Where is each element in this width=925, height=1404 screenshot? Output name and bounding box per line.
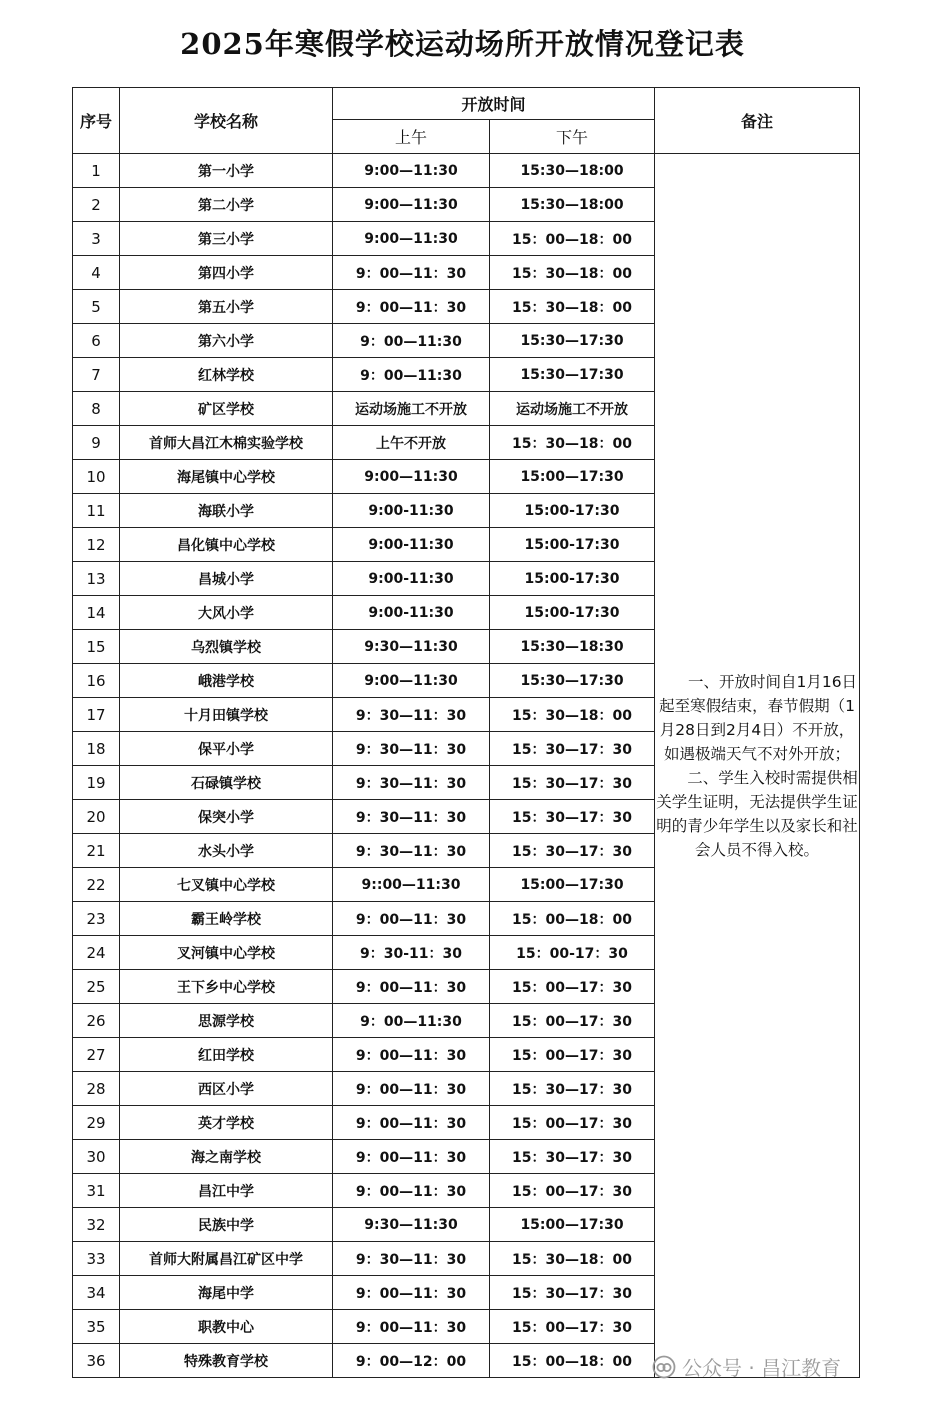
morning-hours: 9：00—12：00 — [333, 1344, 490, 1378]
afternoon-hours: 15:30—17:30 — [490, 664, 655, 698]
row-number: 5 — [73, 290, 120, 324]
row-number: 9 — [73, 426, 120, 460]
morning-hours: 9：00—11：30 — [333, 1310, 490, 1344]
remark-paragraph: 二、学生入校时需提供相关学生证明，无法提供学生证明的青少年学生以及家长和社会人员不得入校。 — [656, 768, 858, 859]
morning-hours: 9:00-11:30 — [333, 494, 490, 528]
afternoon-hours: 15：30—17：30 — [490, 1140, 655, 1174]
row-number: 7 — [73, 358, 120, 392]
afternoon-hours: 15：30—18：00 — [490, 698, 655, 732]
remark-cell — [655, 154, 860, 1378]
school-name: 西区小学 — [120, 1072, 333, 1106]
afternoon-hours: 15：00—17：30 — [490, 1106, 655, 1140]
school-name: 海尾镇中心学校 — [120, 460, 333, 494]
row-number: 19 — [73, 766, 120, 800]
afternoon-hours: 15:30—17:30 — [490, 324, 655, 358]
row-number: 32 — [73, 1208, 120, 1242]
afternoon-hours: 15:00-17:30 — [490, 596, 655, 630]
row-number: 34 — [73, 1276, 120, 1310]
morning-hours: 9：00—11：30 — [333, 290, 490, 324]
header-no: 序号 — [73, 88, 120, 154]
morning-hours: 9:30—11:30 — [333, 1208, 490, 1242]
afternoon-hours: 15:00—17:30 — [490, 460, 655, 494]
afternoon-hours: 15：30—17：30 — [490, 1276, 655, 1310]
morning-hours: 9：30—11：30 — [333, 1242, 490, 1276]
row-number: 29 — [73, 1106, 120, 1140]
school-name: 昌江中学 — [120, 1174, 333, 1208]
school-name: 霸王岭学校 — [120, 902, 333, 936]
row-number: 27 — [73, 1038, 120, 1072]
school-name: 矿区学校 — [120, 392, 333, 426]
row-number: 18 — [73, 732, 120, 766]
afternoon-hours: 15:00—17:30 — [490, 868, 655, 902]
school-name: 叉河镇中心学校 — [120, 936, 333, 970]
school-name: 第三小学 — [120, 222, 333, 256]
morning-hours: 9：30—11：30 — [333, 732, 490, 766]
school-name: 保平小学 — [120, 732, 333, 766]
school-name: 第二小学 — [120, 188, 333, 222]
school-name: 民族中学 — [120, 1208, 333, 1242]
morning-hours: 9:00—11:30 — [333, 188, 490, 222]
row-number: 21 — [73, 834, 120, 868]
row-number: 11 — [73, 494, 120, 528]
school-name: 昌化镇中心学校 — [120, 528, 333, 562]
morning-hours: 9：00—11：30 — [333, 1174, 490, 1208]
morning-hours: 9：00—11：30 — [333, 1276, 490, 1310]
registration-table — [72, 87, 860, 1378]
header-afternoon: 下午 — [490, 120, 655, 154]
table-row — [73, 154, 860, 188]
school-name: 乌烈镇学校 — [120, 630, 333, 664]
header-remark: 备注 — [655, 88, 860, 154]
school-name: 海之南学校 — [120, 1140, 333, 1174]
school-name: 首师大昌江木棉实验学校 — [120, 426, 333, 460]
school-name: 王下乡中心学校 — [120, 970, 333, 1004]
row-number: 26 — [73, 1004, 120, 1038]
row-number: 36 — [73, 1344, 120, 1378]
school-name: 红林学校 — [120, 358, 333, 392]
afternoon-hours: 15：30—17：30 — [490, 766, 655, 800]
school-name: 第六小学 — [120, 324, 333, 358]
morning-hours: 9：30-11：30 — [333, 936, 490, 970]
afternoon-hours: 15：30—17：30 — [490, 834, 655, 868]
school-name: 七叉镇中心学校 — [120, 868, 333, 902]
morning-hours: 9:30—11:30 — [333, 630, 490, 664]
row-number: 10 — [73, 460, 120, 494]
afternoon-hours: 15：00—17：30 — [490, 1004, 655, 1038]
morning-hours: 9::00—11:30 — [333, 868, 490, 902]
morning-hours: 9：00—11:30 — [333, 1004, 490, 1038]
morning-hours: 9：00—11：30 — [333, 1072, 490, 1106]
morning-hours: 9：00—11:30 — [333, 358, 490, 392]
row-number: 16 — [73, 664, 120, 698]
afternoon-hours: 15：30—18：00 — [490, 290, 655, 324]
morning-hours: 9:00—11:30 — [333, 222, 490, 256]
row-number: 6 — [73, 324, 120, 358]
row-number: 35 — [73, 1310, 120, 1344]
afternoon-hours: 15:30—18:00 — [490, 188, 655, 222]
row-number: 13 — [73, 562, 120, 596]
school-name: 思源学校 — [120, 1004, 333, 1038]
school-name: 第五小学 — [120, 290, 333, 324]
remark-paragraph: 一、开放时间自1月16日起至寒假结束，春节假期（1月28日到2月4日）不开放，如遇极端天气不对外开放； — [659, 672, 858, 763]
afternoon-hours: 15：00-17：30 — [490, 936, 655, 970]
morning-hours: 9:00—11:30 — [333, 664, 490, 698]
school-name: 峨港学校 — [120, 664, 333, 698]
row-number: 12 — [73, 528, 120, 562]
row-number: 4 — [73, 256, 120, 290]
school-name: 特殊教育学校 — [120, 1344, 333, 1378]
morning-hours: 9：00—11：30 — [333, 1038, 490, 1072]
afternoon-hours: 15：30—17：30 — [490, 800, 655, 834]
morning-hours: 9：30—11：30 — [333, 698, 490, 732]
morning-hours: 运动场施工不开放 — [333, 392, 490, 426]
wechat-official-account-icon — [652, 1355, 676, 1379]
row-number: 31 — [73, 1174, 120, 1208]
afternoon-hours: 15：30—18：00 — [490, 256, 655, 290]
school-name: 红田学校 — [120, 1038, 333, 1072]
morning-hours: 9:00—11:30 — [333, 154, 490, 188]
row-number: 33 — [73, 1242, 120, 1276]
afternoon-hours: 15:00-17:30 — [490, 528, 655, 562]
school-name: 水头小学 — [120, 834, 333, 868]
row-number: 14 — [73, 596, 120, 630]
morning-hours: 9：00—11：30 — [333, 970, 490, 1004]
row-number: 3 — [73, 222, 120, 256]
row-number: 24 — [73, 936, 120, 970]
school-name: 保突小学 — [120, 800, 333, 834]
row-number: 20 — [73, 800, 120, 834]
header-school-name: 学校名称 — [120, 88, 333, 154]
row-number: 8 — [73, 392, 120, 426]
row-number: 15 — [73, 630, 120, 664]
afternoon-hours: 15：30—17：30 — [490, 1072, 655, 1106]
morning-hours: 9:00-11:30 — [333, 596, 490, 630]
morning-hours: 9：00—11:30 — [333, 324, 490, 358]
school-name: 第一小学 — [120, 154, 333, 188]
row-number: 30 — [73, 1140, 120, 1174]
afternoon-hours: 15：00—17：30 — [490, 1310, 655, 1344]
afternoon-hours: 运动场施工不开放 — [490, 392, 655, 426]
afternoon-hours: 15:30—17:30 — [490, 358, 655, 392]
afternoon-hours: 15：00—18：00 — [490, 1344, 655, 1378]
row-number: 17 — [73, 698, 120, 732]
morning-hours: 9:00-11:30 — [333, 528, 490, 562]
school-name: 十月田镇学校 — [120, 698, 333, 732]
watermark — [652, 1352, 841, 1381]
row-number: 1 — [73, 154, 120, 188]
morning-hours: 上午不开放 — [333, 426, 490, 460]
school-name: 首师大附属昌江矿区中学 — [120, 1242, 333, 1276]
school-name: 石碌镇学校 — [120, 766, 333, 800]
morning-hours: 9：30—11：30 — [333, 834, 490, 868]
afternoon-hours: 15:00-17:30 — [490, 562, 655, 596]
afternoon-hours: 15：00—18：00 — [490, 902, 655, 936]
morning-hours: 9：00—11：30 — [333, 1106, 490, 1140]
afternoon-hours: 15：00—17：30 — [490, 970, 655, 1004]
header-morning: 上午 — [333, 120, 490, 154]
school-name: 第四小学 — [120, 256, 333, 290]
school-name: 海尾中学 — [120, 1276, 333, 1310]
school-name: 英才学校 — [120, 1106, 333, 1140]
morning-hours: 9：00—11：30 — [333, 902, 490, 936]
morning-hours: 9：00—11：30 — [333, 256, 490, 290]
morning-hours: 9：00—11：30 — [333, 1140, 490, 1174]
school-name: 昌城小学 — [120, 562, 333, 596]
morning-hours: 9:00-11:30 — [333, 562, 490, 596]
row-number: 28 — [73, 1072, 120, 1106]
morning-hours: 9:00—11:30 — [333, 460, 490, 494]
row-number: 22 — [73, 868, 120, 902]
row-number: 23 — [73, 902, 120, 936]
afternoon-hours: 15:00-17:30 — [490, 494, 655, 528]
morning-hours: 9：30—11：30 — [333, 766, 490, 800]
row-number: 2 — [73, 188, 120, 222]
afternoon-hours: 15:30—18:00 — [490, 154, 655, 188]
school-name: 海联小学 — [120, 494, 333, 528]
afternoon-hours: 15:00—17:30 — [490, 1208, 655, 1242]
school-name: 大风小学 — [120, 596, 333, 630]
page-title: 2025年寒假学校运动场所开放情况登记表 — [180, 27, 745, 61]
school-name: 职教中心 — [120, 1310, 333, 1344]
afternoon-hours: 15:30—18:30 — [490, 630, 655, 664]
watermark-text: 公众号 · 昌江教育 — [682, 1356, 842, 1380]
header-open-time: 开放时间 — [333, 88, 655, 120]
afternoon-hours: 15：00—17：30 — [490, 1174, 655, 1208]
afternoon-hours: 15：30—18：00 — [490, 1242, 655, 1276]
afternoon-hours: 15：30—18：00 — [490, 426, 655, 460]
afternoon-hours: 15：00—17：30 — [490, 1038, 655, 1072]
row-number: 25 — [73, 970, 120, 1004]
morning-hours: 9：30—11：30 — [333, 800, 490, 834]
afternoon-hours: 15：00—18：00 — [490, 222, 655, 256]
afternoon-hours: 15：30—17：30 — [490, 732, 655, 766]
